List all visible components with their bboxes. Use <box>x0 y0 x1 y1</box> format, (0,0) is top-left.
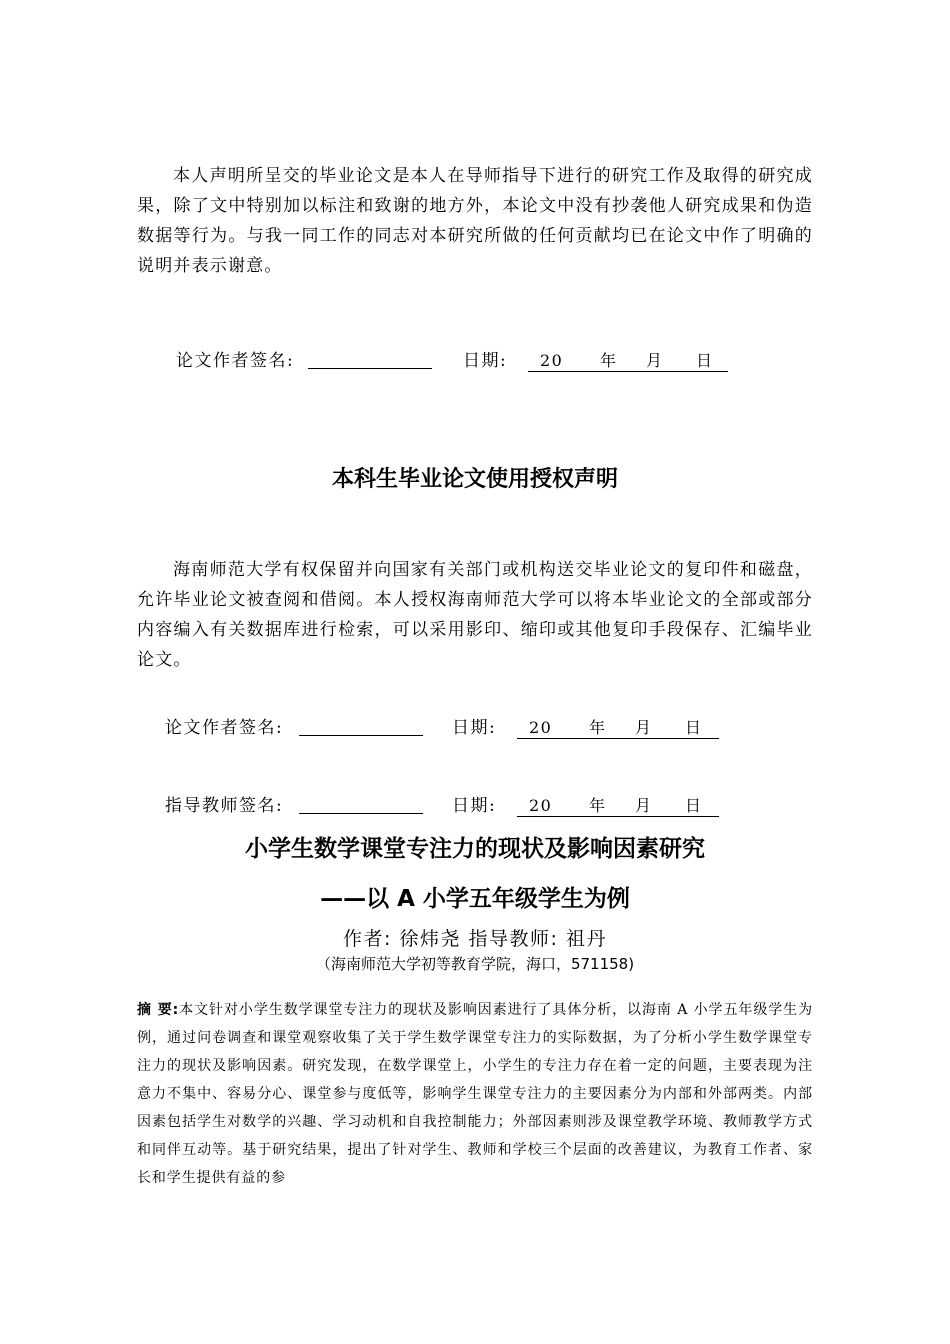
year-prefix: 20 <box>540 351 564 370</box>
abstract-text: 本文针对小学生数学课堂专注力的现状及影响因素进行了具体分析，以海南 A 小学五年级学生为例，通过问卷调查和课堂观察收集了关于学生数学课堂专注力的实际数据，为了分析小学生数学课堂专注力的现状及影响因素。研究发现，在数学课堂上，小学生的专注力存在着一定的问题，主要表现为注意力不集中、容易分心、课堂参与度低等，影响学生课堂专注力的主要因素分为内部和外部两类。内部因素包括学生对数学的兴趣、学习动机和自我控制能力；外部因素则涉及课堂教学环境、教师教学方式和同伴互动等。基于研究结果，提出了针对学生、教师和学校三个层面的改善建议，为教育工作者、家长和学生提供有益的参 <box>137 1002 814 1186</box>
date-field[interactable] <box>528 349 728 372</box>
year-label: 年 <box>589 718 607 737</box>
advisor-signature-field[interactable] <box>299 795 423 814</box>
month-label: 月 <box>635 796 653 815</box>
paper-affiliation: （海南师范大学初等教育学院，海口，571158) <box>315 955 635 973</box>
month-label: 月 <box>646 351 664 370</box>
authorization-author-signature-row <box>165 716 725 740</box>
authorization-advisor-signature-row <box>165 794 725 818</box>
date-label: 日期: <box>452 796 497 816</box>
day-label: 日 <box>696 351 714 370</box>
author-signature-label: 论文作者签名: <box>176 351 295 371</box>
author-signature-field[interactable] <box>308 350 432 369</box>
date-field[interactable] <box>517 716 719 739</box>
paper-title: 小学生数学课堂专注力的现状及影响因素研究 <box>245 836 705 862</box>
year-label: 年 <box>600 351 618 370</box>
originality-paragraph: 本人声明所呈交的毕业论文是本人在导师指导下进行的研究工作及取得的研究成果，除了文中特别加以标注和致谢的地方外，本论文中没有抄袭他人研究成果和伪造数据等行为。与我一同工作的同志对本研究所做的任何贡献均已在论文中作了明确的说明并表示谢意。 <box>137 166 813 276</box>
author-signature-label: 论文作者签名: <box>165 718 284 738</box>
advisor-signature-label: 指导教师签名: <box>165 796 284 816</box>
month-label: 月 <box>635 718 653 737</box>
abstract-label: 摘 要: <box>137 1002 180 1018</box>
paper-authors: 作者: 徐炜尧 指导教师: 祖丹 <box>343 928 607 950</box>
date-label: 日期: <box>463 351 508 371</box>
authorization-title: 本科生毕业论文使用授权声明 <box>331 467 618 492</box>
abstract <box>137 996 813 1192</box>
year-prefix: 20 <box>529 718 553 737</box>
day-label: 日 <box>685 718 703 737</box>
year-label: 年 <box>589 796 607 815</box>
paper-subtitle: ——以 A 小学五年级学生为例 <box>320 886 630 912</box>
date-label: 日期: <box>452 718 497 738</box>
originality-signature-row <box>176 349 736 373</box>
authorization-paragraph: 海南师范大学有权保留并向国家有关部门或机构送交毕业论文的复印件和磁盘，允许毕业论文被查阅和借阅。本人授权海南师范大学可以将本毕业论文的全部或部分内容编入有关数据库进行检索，可以采用影印、缩印或其他复印手段保存、汇编毕业论文。 <box>137 560 813 670</box>
author-signature-field[interactable] <box>299 717 423 736</box>
date-field[interactable] <box>517 794 719 817</box>
year-prefix: 20 <box>529 796 553 815</box>
day-label: 日 <box>685 796 703 815</box>
